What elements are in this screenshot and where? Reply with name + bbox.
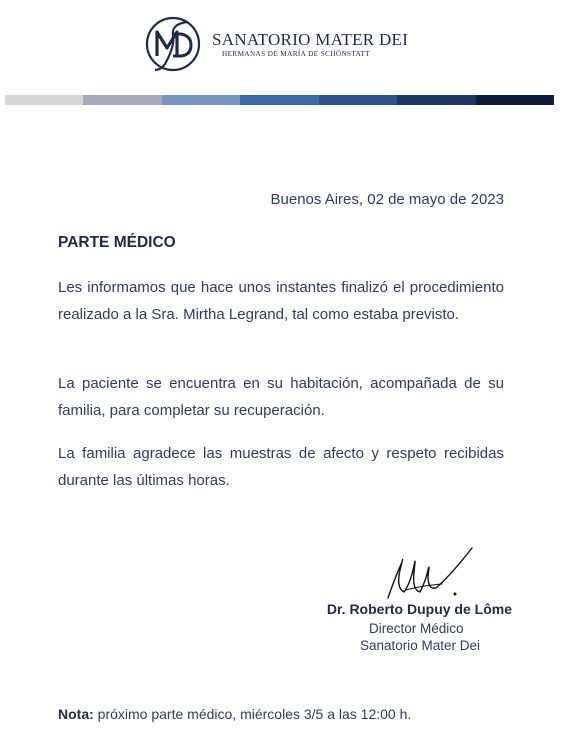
band-segment	[319, 95, 397, 105]
note-label: Nota:	[58, 706, 94, 722]
color-band	[5, 95, 554, 105]
band-segment	[240, 95, 318, 105]
signatory-name: Dr. Roberto Dupuy de Lôme	[326, 601, 512, 617]
document-title: PARTE MÉDICO	[58, 234, 176, 251]
paragraph: Les informamos que hace unos instantes finalizó el procedimiento realizado a la Sra. Mirtha Legrand, tal como estaba previsto.	[58, 279, 504, 323]
note-text: próximo parte médico, miércoles 3/5 a las 12:00 h.	[93, 706, 412, 722]
signatory-organization: Sanatorio Mater Dei	[360, 638, 481, 653]
band-segment	[476, 95, 554, 105]
paragraph: La paciente se encuentra en su habitación, acompañada de su familia, para completar su recuperación.	[58, 375, 504, 419]
organization-name: SANATORIO MATER DEI	[212, 30, 409, 49]
footer-note	[58, 706, 411, 722]
document-date: Buenos Aires, 02 de mayo de 2023	[270, 191, 504, 208]
paragraph: La familia agradece las muestras de afecto y respeto recibidas durante las últimas horas.	[58, 445, 504, 489]
letterhead	[0, 0, 562, 80]
sanatorio-logo-icon	[143, 14, 203, 74]
band-segment	[162, 95, 240, 105]
signatory-role: Director Médico	[369, 621, 464, 636]
organization-subtitle: HERMANAS DE MARÍA DE SCHÖNSTATT	[222, 50, 370, 58]
band-segment	[83, 95, 161, 105]
band-segment	[397, 95, 475, 105]
band-segment	[5, 95, 83, 105]
handwritten-signature-icon	[380, 540, 480, 606]
